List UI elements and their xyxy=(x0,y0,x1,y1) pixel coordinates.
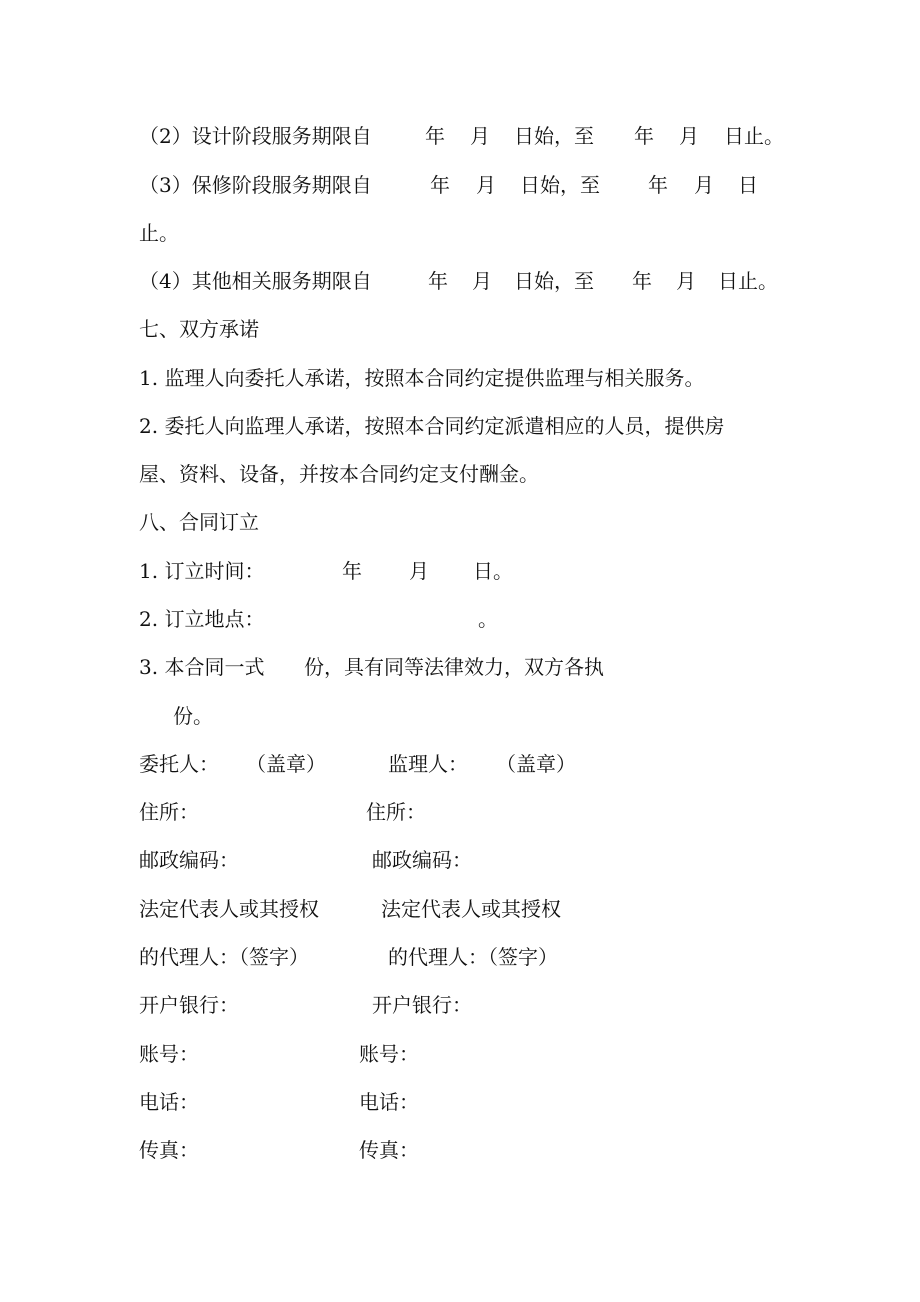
term-label: （3）保修阶段服务期限自 xyxy=(139,173,372,197)
supervisor-rep-label: 法定代表人或其授权 xyxy=(381,897,561,921)
client-bank-label: 开户银行： xyxy=(139,993,239,1017)
supervisor-address-label: 住所： xyxy=(366,800,426,824)
day-label: 日 xyxy=(738,173,758,197)
section-heading-commitments: 七、双方承诺 xyxy=(139,317,259,341)
day-end-label: 日止。 xyxy=(718,269,778,293)
signing-time-label: 1. 订立时间： xyxy=(139,559,265,583)
year-label: 年 xyxy=(634,124,654,148)
supervisor-fax-label: 传真： xyxy=(359,1138,419,1162)
year-label: 年 xyxy=(430,173,450,197)
supervisor-phone-label: 电话： xyxy=(359,1090,419,1114)
supervisor-account-label: 账号： xyxy=(359,1042,419,1066)
month-label: 月 xyxy=(470,124,490,148)
day-start-label: 日始，至 xyxy=(514,269,594,293)
paragraph-client-commitment-cont: 屋、资料、设备，并按本合同约定支付酬金。 xyxy=(139,462,539,486)
day-label: 日。 xyxy=(473,559,513,583)
client-account-label: 账号： xyxy=(139,1042,199,1066)
supervisor-label: 监理人： xyxy=(388,752,468,776)
copies-text: 份，具有同等法律效力，双方各执 xyxy=(304,655,604,679)
section-heading-contract-signing: 八、合同订立 xyxy=(139,510,259,534)
term-label: （2）设计阶段服务期限自 xyxy=(139,124,372,148)
month-label: 月 xyxy=(476,173,496,197)
client-rep-label: 法定代表人或其授权 xyxy=(139,897,319,921)
day-end-label: 日止。 xyxy=(724,124,784,148)
year-label: 年 xyxy=(632,269,652,293)
client-agent-label: 的代理人：（签字） xyxy=(139,945,309,969)
client-postcode-label: 邮政编码： xyxy=(139,848,239,872)
month-label: 月 xyxy=(694,173,714,197)
client-label: 委托人： xyxy=(139,752,219,776)
day-start-label: 日始，至 xyxy=(520,173,600,197)
supervisor-agent-label: 的代理人：（签字） xyxy=(388,945,558,969)
month-label: 月 xyxy=(679,124,699,148)
month-label: 月 xyxy=(409,559,429,583)
copies-line-end: 份。 xyxy=(173,704,213,728)
year-label: 年 xyxy=(425,124,445,148)
supervisor-seal-label: （盖章） xyxy=(496,752,576,776)
day-start-label: 日始，至 xyxy=(514,124,594,148)
supervisor-bank-label: 开户银行： xyxy=(372,993,472,1017)
client-phone-label: 电话： xyxy=(139,1090,199,1114)
year-label: 年 xyxy=(342,559,362,583)
period-mark: 。 xyxy=(478,607,498,631)
signing-place-label: 2. 订立地点： xyxy=(139,607,265,631)
supervisor-postcode-label: 邮政编码： xyxy=(372,848,472,872)
copies-label: 3. 本合同一式 xyxy=(139,655,265,679)
client-address-label: 住所： xyxy=(139,800,199,824)
month-label: 月 xyxy=(472,269,492,293)
client-fax-label: 传真： xyxy=(139,1138,199,1162)
month-label: 月 xyxy=(676,269,696,293)
term-line-warranty-end: 止。 xyxy=(139,221,179,245)
paragraph-supervisor-commitment: 1. 监理人向委托人承诺，按照本合同约定提供监理与相关服务。 xyxy=(139,366,705,390)
year-label: 年 xyxy=(428,269,448,293)
year-label: 年 xyxy=(648,173,668,197)
client-seal-label: （盖章） xyxy=(246,752,326,776)
term-label: （4）其他相关服务期限自 xyxy=(139,269,372,293)
paragraph-client-commitment: 2. 委托人向监理人承诺，按照本合同约定派遣相应的人员，提供房 xyxy=(139,414,725,438)
